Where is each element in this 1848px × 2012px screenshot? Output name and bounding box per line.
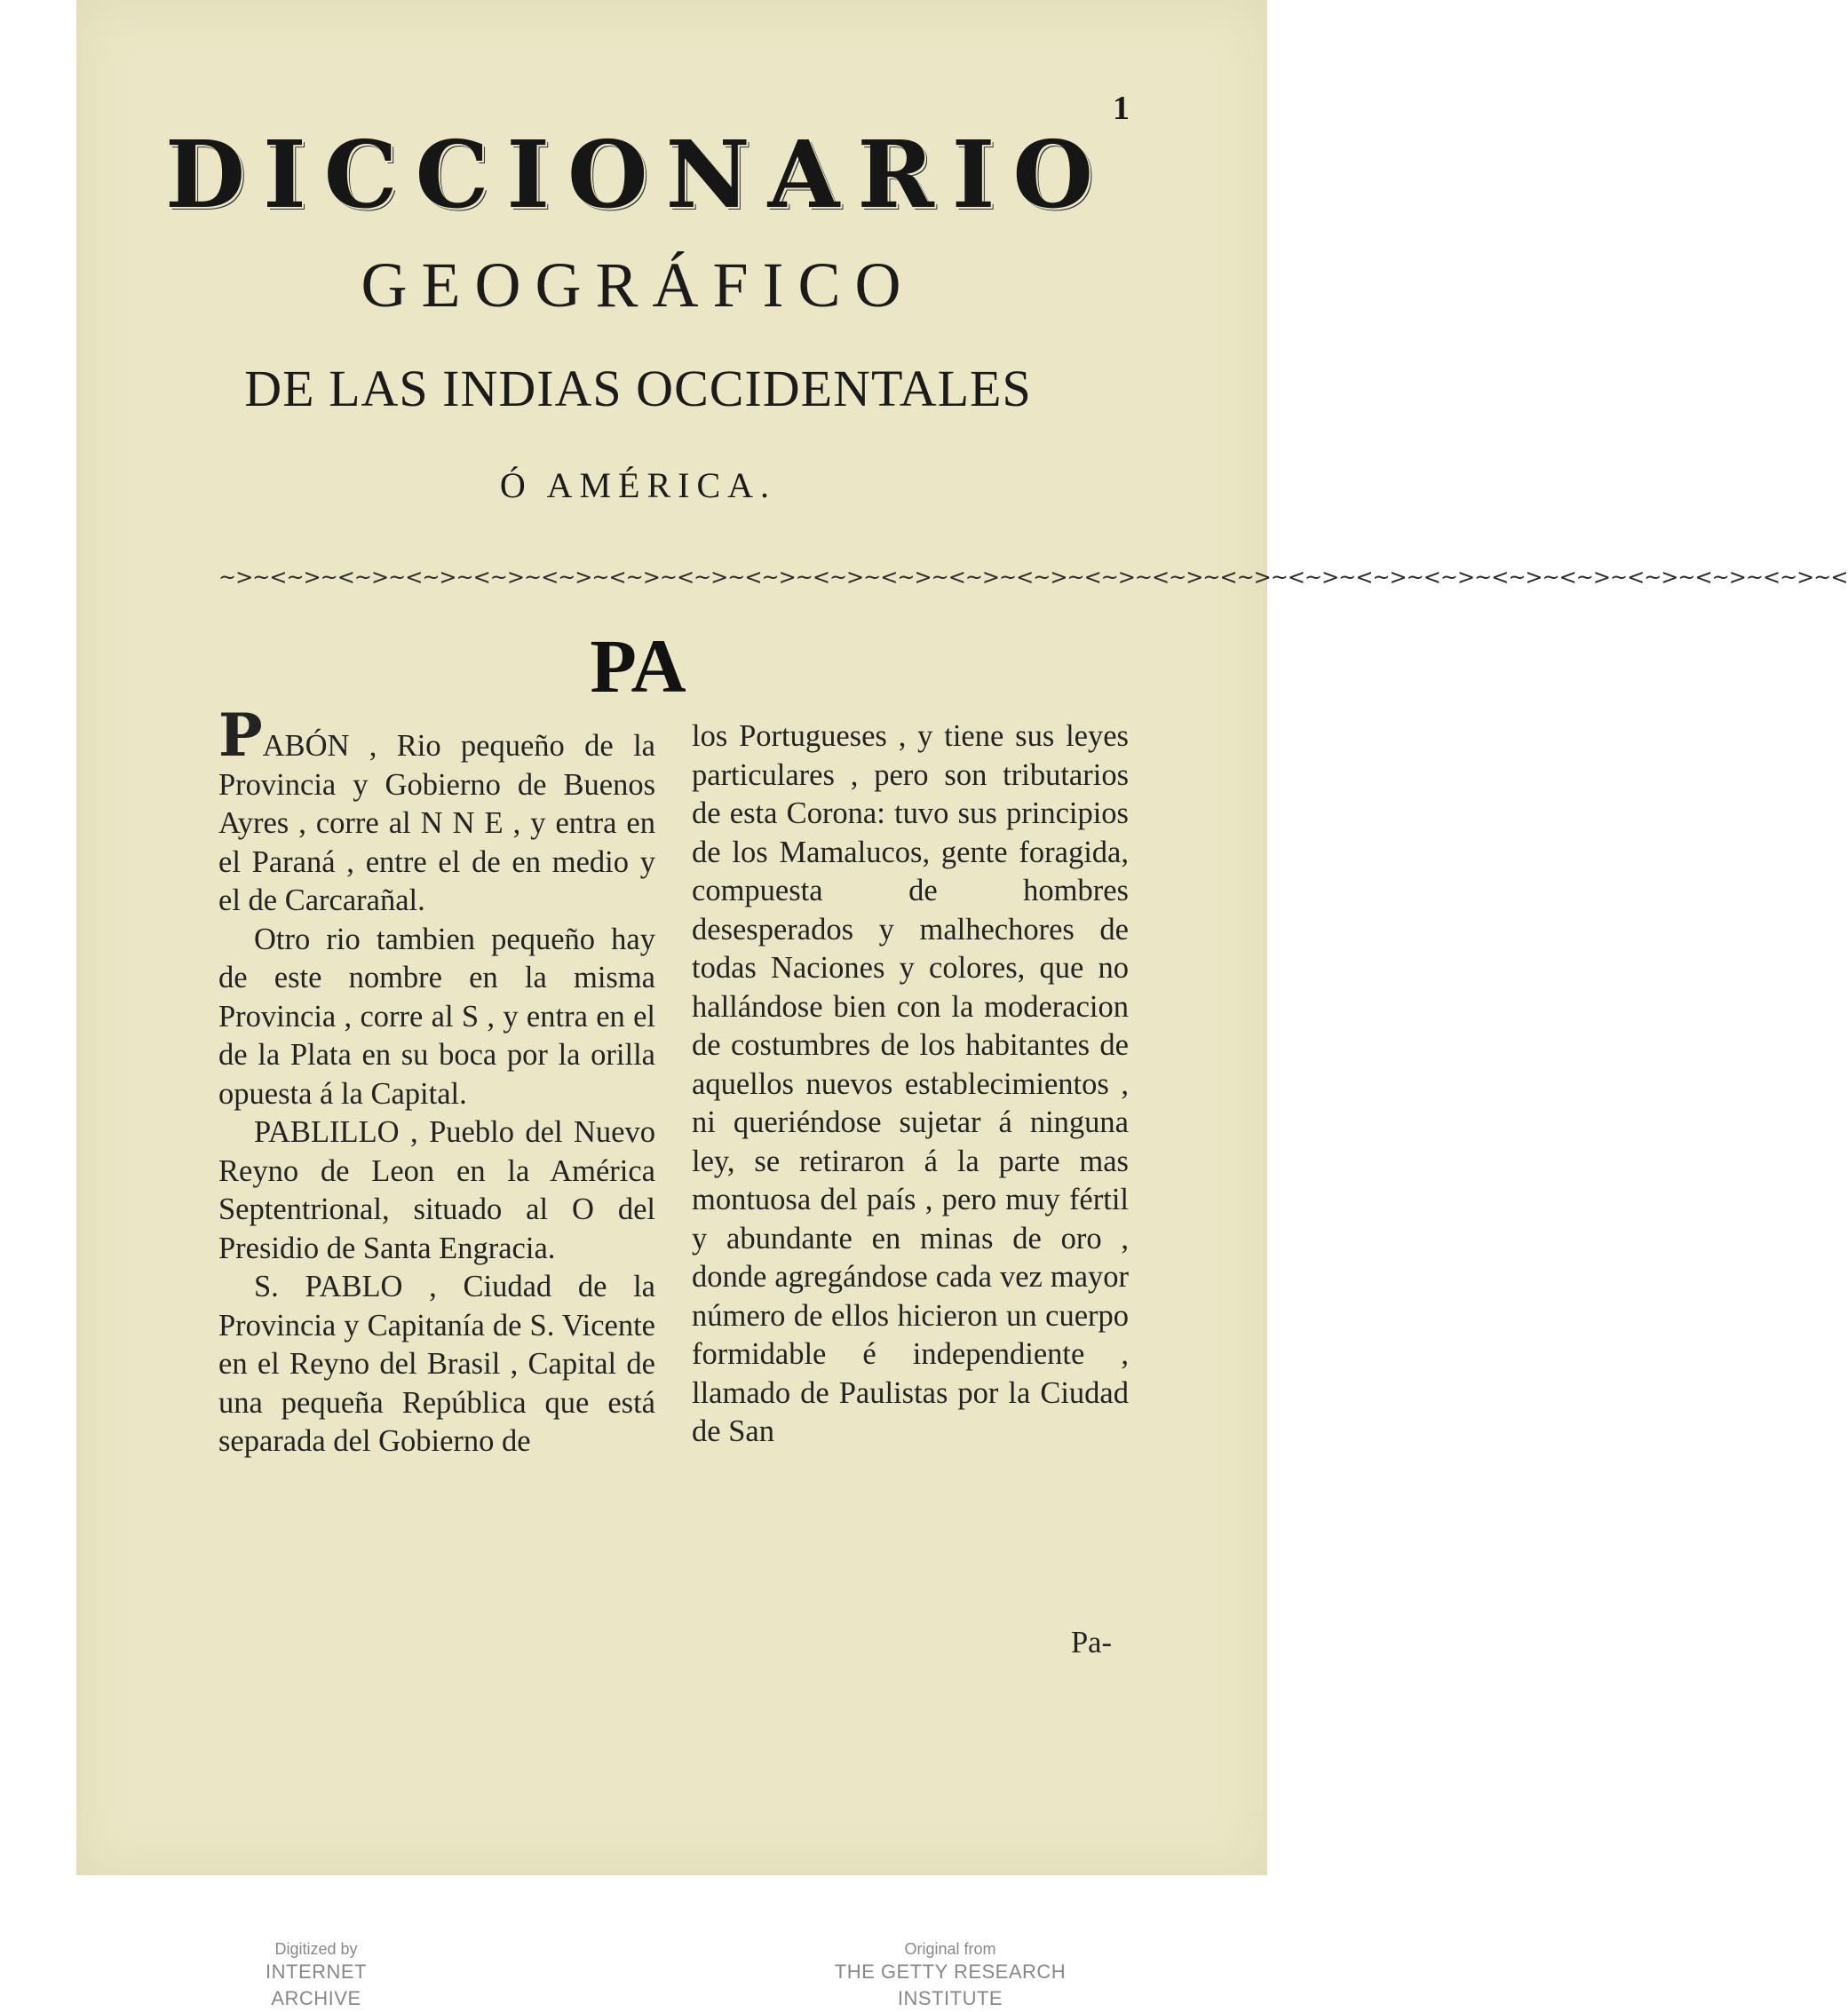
footer-digitized (218, 1939, 414, 2012)
page-number: 1 (1113, 90, 1130, 127)
digitized-source: INTERNET ARCHIVE (266, 1961, 367, 2009)
right-column (692, 717, 1129, 1452)
entry-otro-rio: Otro rio tambien pequeño hay de este nombre en la misma Provincia , corre al S , y entra en el de la Plata en su boca por la orilla opuesta á la Capital. (218, 922, 655, 1111)
title-geografico: GEOGRÁFICO (361, 250, 916, 321)
original-source: THE GETTY RESEARCH INSTITUTE (834, 1961, 1067, 2009)
entry-san-pablo: S. PABLO , Ciudad de la Provincia y Capitanía de S. Vicente en el Reyno del Brasil , Capital de una pequeña República que está separada del Gobierno de (218, 1270, 655, 1458)
section-heading: PA (590, 623, 686, 709)
hathitrust-stamp (2, 943, 55, 1964)
title-indias-occidentales: DE LAS INDIAS OCCIDENTALES (244, 360, 1032, 417)
footer-original (781, 1939, 1119, 2012)
stamp-rights-line (0, 943, 2, 1964)
title-diccionario: DICCIONARIO (164, 120, 1112, 229)
entry-san-pablo-continued: los Portugueses , y tiene sus leyes particulares , pero son tributarios de esta Corona: tuvo sus principios de los Mamalucos, gente foragida, compuesta de hombres desesperados y malhechores de todas Naciones y colores, que no hallándose bien con la moderacion de costumbres de los habitantes de aquellos nuevos establecimientos , ni queriéndose sujetar á ninguna ley, se retiraron á la parte mas montuosa del país , pero muy fértil y abundante en minas de oro , donde agregándose cada vez mayor número de ellos hicieron un cuerpo formidable é independiente , llamado de Paulistas por la Ciudad de San (692, 719, 1129, 1448)
drop-cap: P (218, 701, 263, 770)
entry-pabon-text: ABÓN , Rio pequeño de la Provincia y Gobierno de Buenos Ayres , corre al N N E , y entra en el Paraná , entre el de en medio y el de Carcarañal. (218, 729, 655, 917)
digitized-label: Digitized by (274, 1940, 358, 1958)
entry-pablillo: PABLILLO , Pueblo del Nuevo Reyno de Leon en la América Septentrional, situado al O del Presidio de Santa Engracia. (218, 1115, 655, 1265)
catchword: Pa- (1071, 1626, 1112, 1660)
title-america: Ó AMÉRICA. (499, 465, 777, 505)
left-column (218, 701, 655, 1461)
ornamental-divider: ~>~<~>~<~>~<~>~<~>~<~>~<~>~<~>~<~>~<~>~<~>~<~>~<~>~<~>~<~>~<~>~<~>~<~>~<~>~<~>~<~>~<~>~<~>~<~>~< (218, 565, 1848, 590)
entry-pabon (218, 701, 655, 921)
scanned-page (76, 0, 1848, 1875)
original-label: Original from (904, 1940, 996, 1958)
